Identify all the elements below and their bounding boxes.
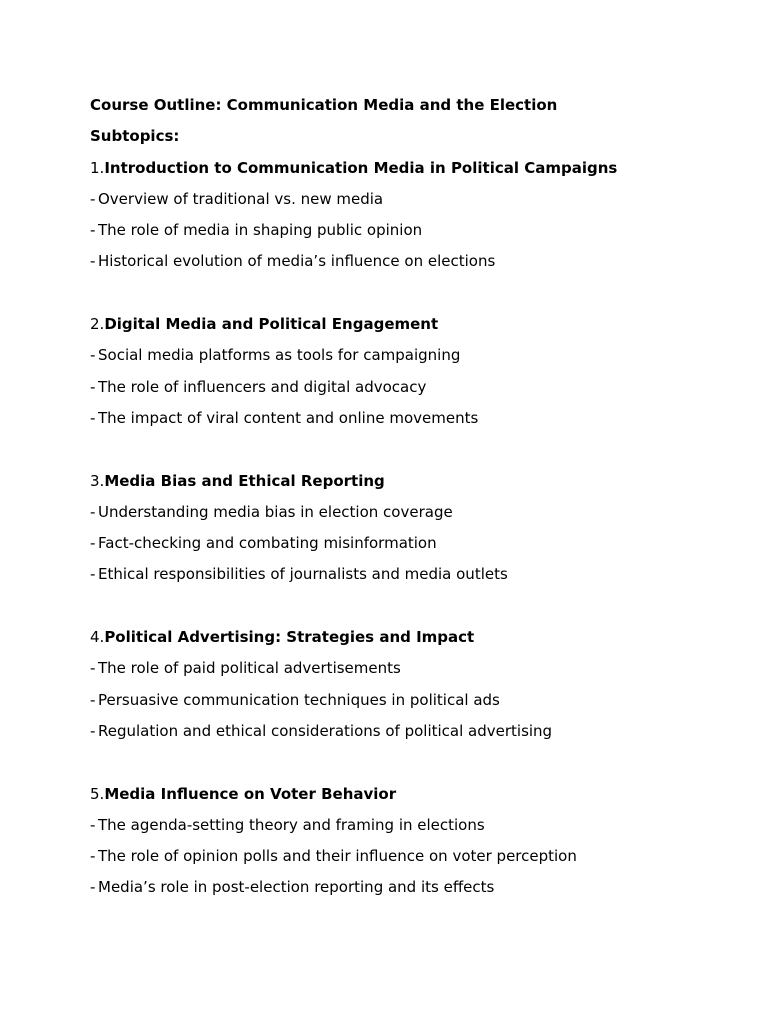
section-5 <box>90 779 730 904</box>
section-number: 2. <box>90 315 105 334</box>
section-heading <box>90 466 730 497</box>
bullet-marker: - <box>90 189 96 208</box>
subtopics-label: Subtopics: <box>90 127 180 146</box>
section-spacer <box>90 591 730 622</box>
bullet-marker: - <box>90 346 96 365</box>
list-item-text: Overview of traditional vs. new media <box>98 189 384 208</box>
section-title: Introduction to Communication Media in Political Campaigns <box>104 158 618 177</box>
bullet-marker: - <box>90 252 96 271</box>
list-item <box>90 497 730 528</box>
list-item <box>90 403 730 434</box>
section-heading <box>90 309 730 340</box>
section-heading <box>90 153 730 184</box>
list-item <box>90 685 730 716</box>
list-item <box>90 653 730 684</box>
section-1 <box>90 153 730 278</box>
bullet-marker: - <box>90 565 96 584</box>
list-item <box>90 528 730 559</box>
section-spacer <box>90 747 730 778</box>
section-heading <box>90 779 730 810</box>
section-number: 4. <box>90 628 105 647</box>
bullet-marker: - <box>90 847 96 866</box>
section-heading <box>90 622 730 653</box>
list-item-text: Regulation and ethical considerations of political advertising <box>98 721 553 740</box>
section-4 <box>90 622 730 747</box>
section-number: 5. <box>90 784 105 803</box>
list-item-text: Fact-checking and combating misinformation <box>98 534 437 553</box>
list-item-text: The role of paid political advertisements <box>98 659 401 678</box>
bullet-marker: - <box>90 659 96 678</box>
bullet-marker: - <box>90 377 96 396</box>
bullet-marker: - <box>90 878 96 897</box>
bullet-marker: - <box>90 815 96 834</box>
bullet-marker: - <box>90 408 96 427</box>
list-item <box>90 559 730 590</box>
section-title: Media Influence on Voter Behavior <box>104 784 397 803</box>
list-item-text: The agenda-setting theory and framing in elections <box>98 815 485 834</box>
list-item-text: Understanding media bias in election coverage <box>98 502 453 521</box>
list-item <box>90 810 730 841</box>
list-item-text: Persuasive communication techniques in political ads <box>98 690 500 709</box>
list-item <box>90 340 730 371</box>
list-item-text: Social media platforms as tools for campaigning <box>98 346 461 365</box>
section-title: Digital Media and Political Engagement <box>104 315 439 334</box>
list-item-text: Historical evolution of media’s influence on elections <box>98 252 496 271</box>
bullet-marker: - <box>90 534 96 553</box>
bullet-marker: - <box>90 221 96 240</box>
bullet-marker: - <box>90 502 96 521</box>
document-page <box>90 90 730 904</box>
list-item <box>90 872 730 903</box>
list-item-text: The role of influencers and digital advocacy <box>98 377 427 396</box>
list-item <box>90 716 730 747</box>
section-2 <box>90 309 730 434</box>
section-number: 3. <box>90 471 105 490</box>
section-title: Media Bias and Ethical Reporting <box>104 471 385 490</box>
list-item <box>90 215 730 246</box>
list-item-text: The role of opinion polls and their influence on voter perception <box>98 847 577 866</box>
section-title: Political Advertising: Strategies and Impact <box>104 628 475 647</box>
section-3 <box>90 466 730 591</box>
list-item <box>90 372 730 403</box>
section-number: 1. <box>90 158 105 177</box>
bullet-marker: - <box>90 721 96 740</box>
bullet-marker: - <box>90 690 96 709</box>
document-title: Course Outline: Communication Media and the Election <box>90 96 558 114</box>
section-spacer <box>90 278 730 309</box>
list-item-text: The role of media in shaping public opinion <box>98 221 423 240</box>
section-spacer <box>90 434 730 465</box>
list-item-text: Ethical responsibilities of journalists and media outlets <box>98 565 508 584</box>
list-item <box>90 246 730 277</box>
list-item <box>90 184 730 215</box>
list-item <box>90 841 730 872</box>
list-item-text: The impact of viral content and online movements <box>98 408 479 427</box>
list-item-text: Media’s role in post-election reporting and its effects <box>98 878 495 897</box>
